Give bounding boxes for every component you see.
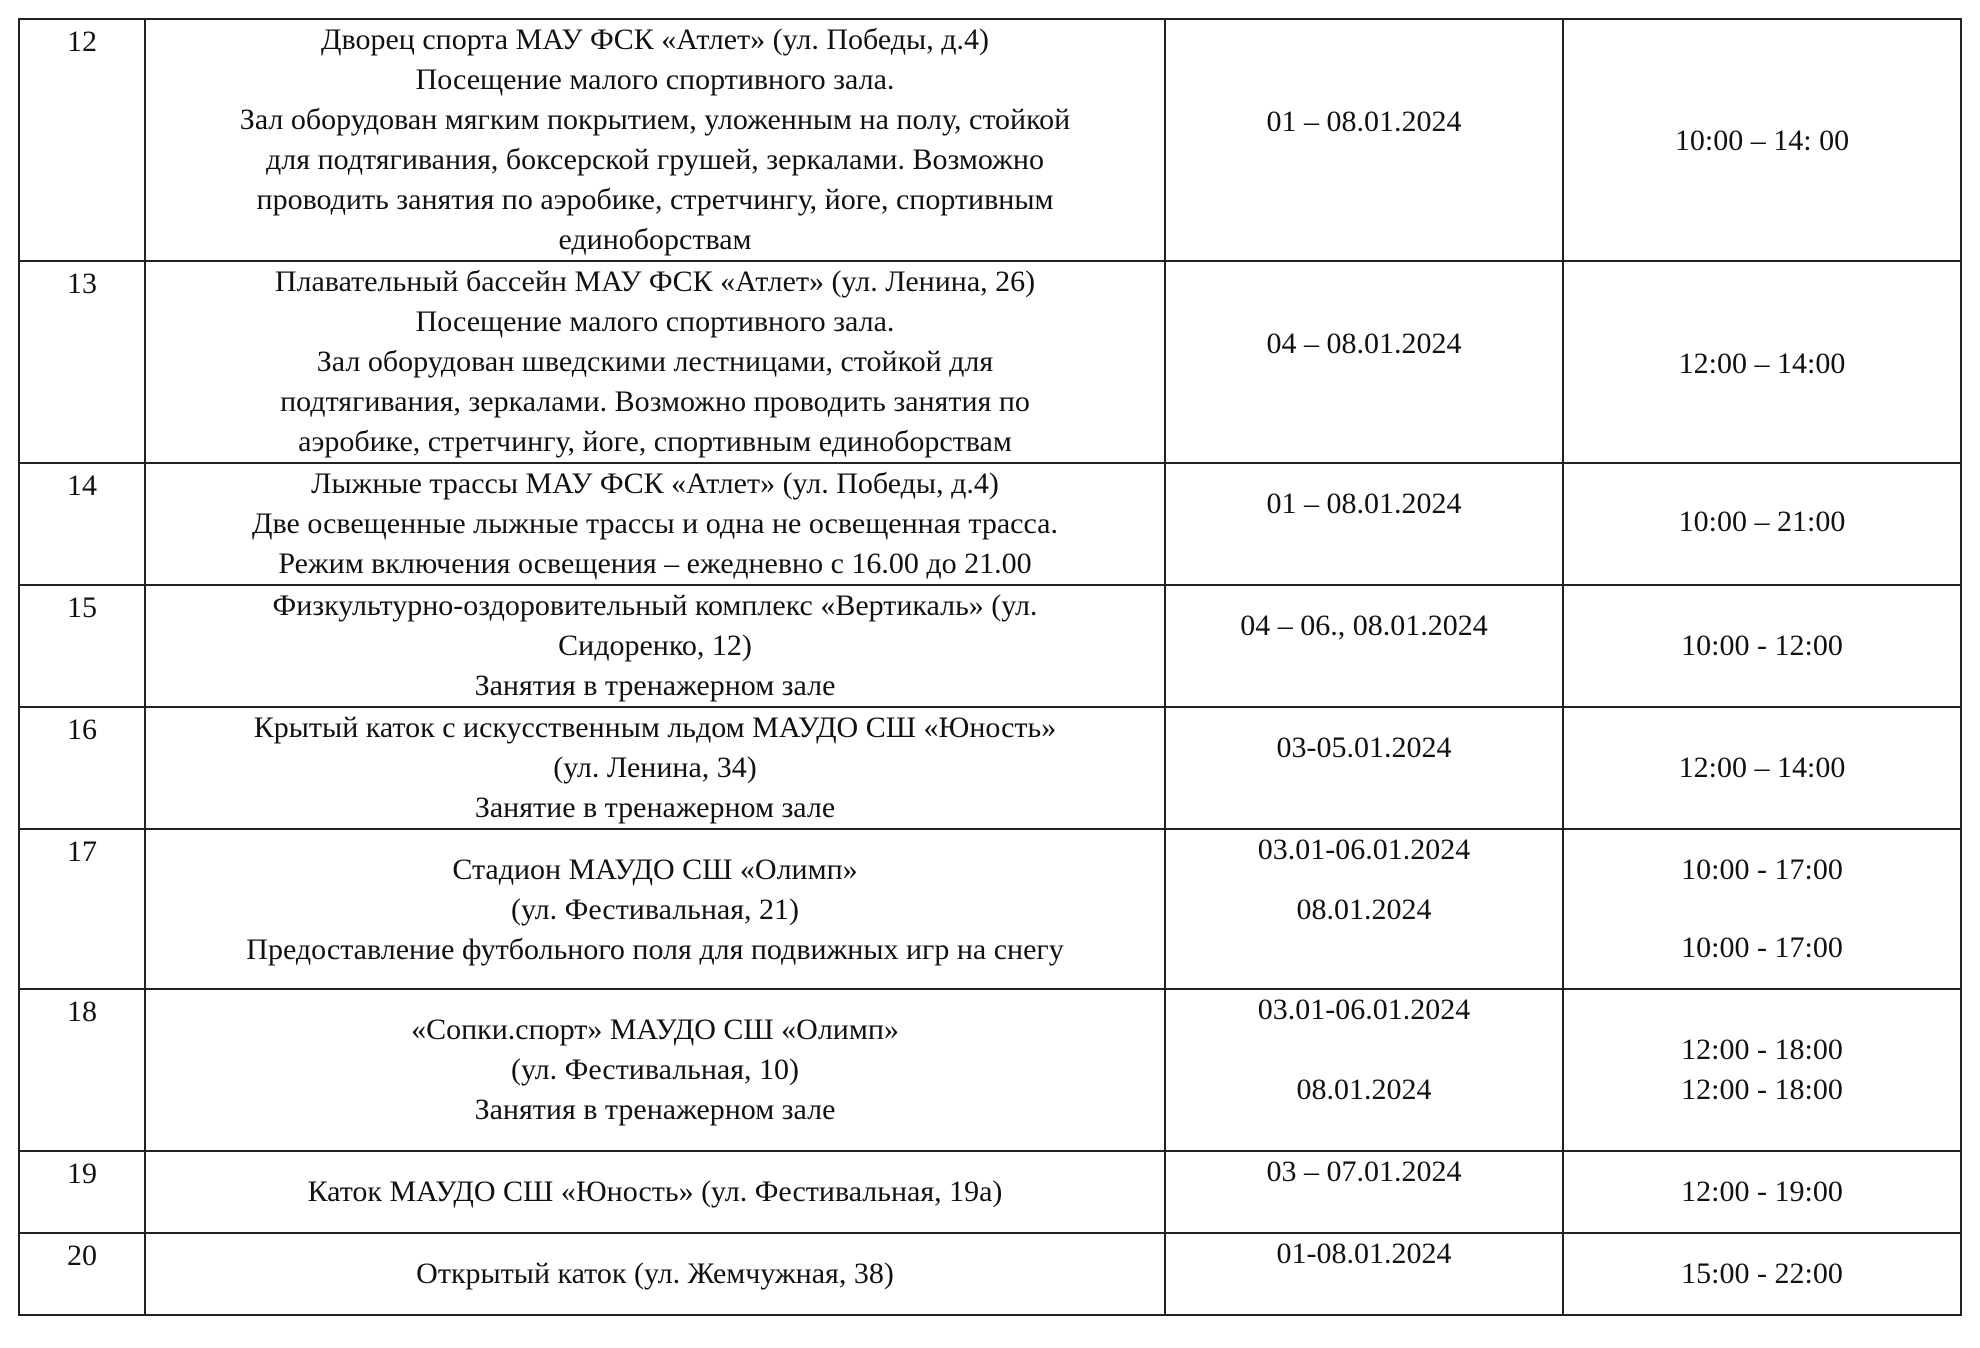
times-cell [1563,261,1961,463]
table-row [19,1151,1961,1233]
description-line: Две освещенные лыжные трассы и одна не освещенная трасса. [252,507,1058,540]
row-number-cell [19,463,145,585]
description-line: (ул. Фестивальная, 10) [510,1053,800,1086]
row-number: 19 [67,1157,97,1190]
description-cell [145,585,1165,707]
table-row [19,829,1961,989]
dates-value: 01 – 08.01.2024 [1266,487,1462,520]
dates-cell [1165,585,1563,707]
description-cell [145,19,1165,261]
description-line: для подтягивания, боксерской грушей, зеркалами. Возможно [266,143,1044,176]
times-cell [1563,1233,1961,1315]
dates-value: 08.01.2024 [1296,1073,1432,1106]
row-number: 16 [67,713,97,746]
document-page [18,18,1962,1316]
description-line: Предоставление футбольного поля для подвижных игр на снегу [246,933,1064,966]
description-line: Плавательный бассейн МАУ ФСК «Атлет» (ул. Ленина, 26) [274,265,1036,298]
description-line: Физкультурно-оздоровительный комплекс «Вертикаль» (ул. [272,589,1038,622]
times-cell [1563,19,1961,261]
description-cell [145,1151,1165,1233]
dates-cell [1165,829,1563,989]
row-number-cell [19,989,145,1151]
description-line: Каток МАУДО СШ «Юность» (ул. Фестивальная, 19а) [307,1175,1003,1208]
row-number-cell [19,829,145,989]
description-cell [145,989,1165,1151]
description-line: аэробике, стретчингу, йоге, спортивным единоборствам [298,425,1012,458]
times-value: 12:00 - 19:00 [1681,1175,1843,1208]
times-value: 10:00 - 12:00 [1681,629,1843,662]
dates-cell [1165,989,1563,1151]
description-cell [145,1233,1165,1315]
times-cell [1563,829,1961,989]
dates-cell [1165,19,1563,261]
times-cell [1563,989,1961,1151]
description-line: «Сопки.спорт» МАУДО СШ «Олимп» [411,1013,899,1046]
dates-cell [1165,1233,1563,1315]
table-row [19,585,1961,707]
dates-value: 01 – 08.01.2024 [1266,105,1462,138]
table-row [19,707,1961,829]
description-line: Занятия в тренажерном зале [474,669,836,702]
times-value: 15:00 - 22:00 [1681,1257,1843,1290]
dates-value: 04 – 06., 08.01.2024 [1240,609,1488,642]
description-line: Сидоренко, 12) [558,629,752,662]
times-value: 12:00 – 14:00 [1678,751,1846,784]
description-line: Лыжные трассы МАУ ФСК «Атлет» (ул. Победы, д.4) [311,467,999,500]
row-number: 20 [67,1239,97,1272]
times-cell [1563,1151,1961,1233]
row-number: 14 [67,469,97,502]
row-number: 17 [67,835,97,868]
schedule-table [18,18,1962,1316]
row-number-cell [19,707,145,829]
description-line: Открытый каток (ул. Жемчужная, 38) [416,1257,894,1290]
times-value: 10:00 – 14: 00 [1674,124,1850,157]
dates-value: 04 – 08.01.2024 [1266,327,1462,360]
row-number: 13 [67,267,97,300]
description-cell [145,829,1165,989]
description-line: Посещение малого спортивного зала. [415,305,895,338]
description-line: проводить занятия по аэробике, стретчингу, йоге, спортивным [256,183,1054,216]
description-cell [145,261,1165,463]
row-number-cell [19,585,145,707]
description-line: Дворец спорта МАУ ФСК «Атлет» (ул. Победы, д.4) [321,23,989,56]
description-line: Занятие в тренажерном зале [474,791,836,824]
description-line: Зал оборудован мягким покрытием, уложенным на полу, стойкой [239,103,1071,136]
dates-value: 01-08.01.2024 [1276,1237,1452,1270]
table-row [19,989,1961,1151]
row-number: 18 [67,995,97,1028]
row-number-cell [19,1233,145,1315]
times-cell [1563,463,1961,585]
row-number: 12 [67,25,97,58]
times-value: 12:00 - 18:00 [1681,1073,1843,1106]
dates-cell [1165,1151,1563,1233]
dates-value: 03 – 07.01.2024 [1266,1155,1462,1188]
description-line: Посещение малого спортивного зала. [415,63,895,96]
description-line: Режим включения освещения – ежедневно с 16.00 до 21.00 [278,547,1032,580]
description-cell [145,463,1165,585]
dates-value: 03.01-06.01.2024 [1257,993,1471,1026]
table-row [19,261,1961,463]
row-number-cell [19,19,145,261]
description-line: (ул. Фестивальная, 21) [510,893,800,926]
times-value: 10:00 – 21:00 [1678,505,1846,538]
dates-cell [1165,463,1563,585]
description-line: Стадион МАУДО СШ «Олимп» [452,853,858,886]
row-number: 15 [67,591,97,624]
times-value: 10:00 - 17:00 [1681,853,1843,886]
row-number-cell [19,1151,145,1233]
description-line: единоборствам [558,223,752,256]
dates-value: 03.01-06.01.2024 [1257,833,1471,866]
times-value: 12:00 - 18:00 [1681,1033,1843,1066]
times-cell [1563,585,1961,707]
description-cell [145,707,1165,829]
times-value: 12:00 – 14:00 [1678,347,1846,380]
description-line: подтягивания, зеркалами. Возможно проводить занятия по [280,385,1030,418]
table-row [19,19,1961,261]
dates-value: 08.01.2024 [1296,893,1432,926]
table-row [19,1233,1961,1315]
dates-value: 03-05.01.2024 [1276,731,1452,764]
row-number-cell [19,261,145,463]
description-line: Занятия в тренажерном зале [474,1093,836,1126]
dates-cell [1165,261,1563,463]
times-value: 10:00 - 17:00 [1681,931,1843,964]
description-line: (ул. Ленина, 34) [553,751,757,784]
times-cell [1563,707,1961,829]
table-row [19,463,1961,585]
dates-cell [1165,707,1563,829]
description-line: Зал оборудован шведскими лестницами, стойкой для [316,345,994,378]
description-line: Крытый каток с искусственным льдом МАУДО СШ «Юность» [253,711,1057,744]
